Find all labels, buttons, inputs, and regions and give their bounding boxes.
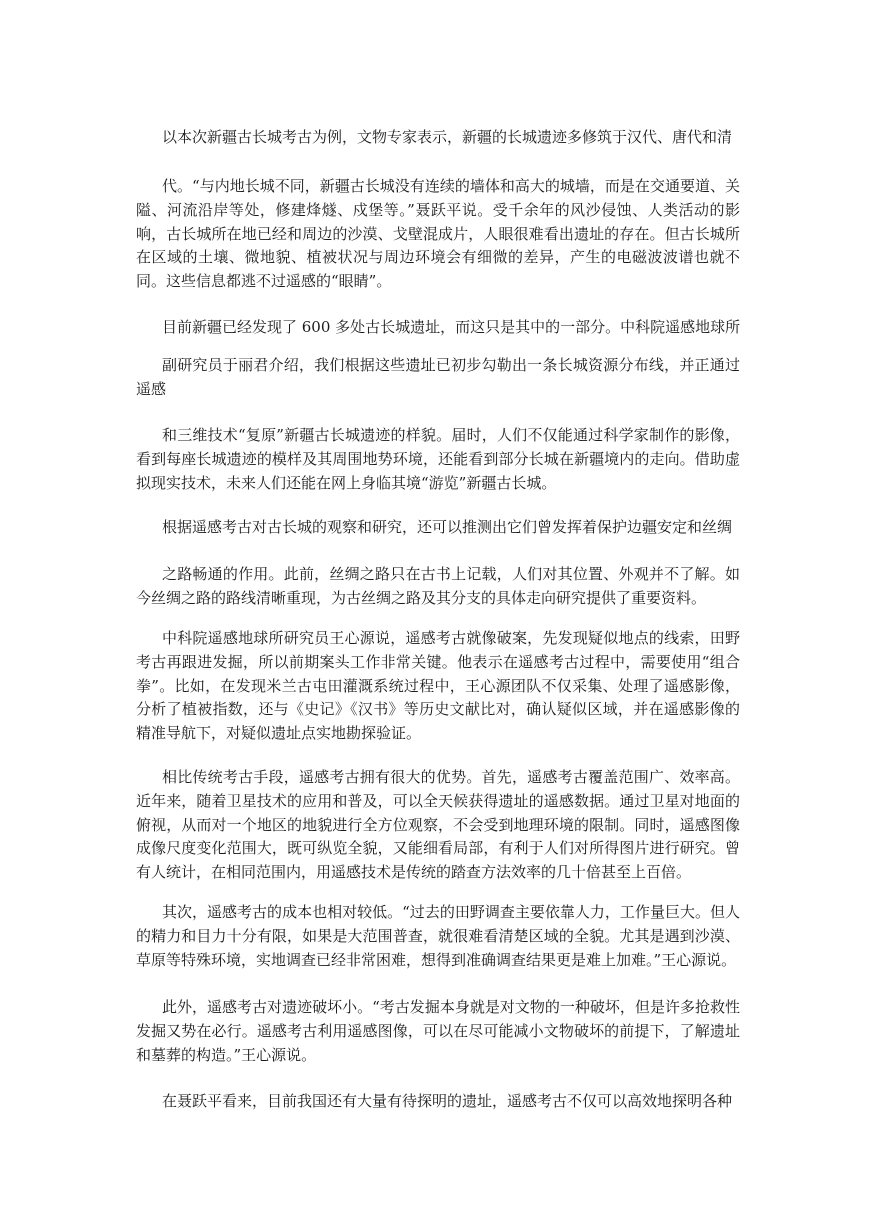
paragraph-4: 副研究员于丽君介绍，我们根据这些遗址已初步勾勒出一条长城资源分布线，并正通过遥感	[136, 356, 740, 398]
paragraph-9: 相比传统考古手段，遥感考古拥有很大的优势。首先，遥感考古覆盖范围广、效率高。近年来，随着卫星技术的应用和普及，可以全天候获得遗址的遥感数据。通过卫星对地面的俯视，从而对一个地区的地貌进行全方位观察，不会受到地理环境的限制。同时，遥感图像成像尺度变化范围大，既可纵览全貌，又能细看局部，有利于人们对所得图片进行研究。曾有人统计，在相同范围内，用遥感技术是传统的踏查方法效率的几十倍甚至上百倍。	[136, 768, 740, 882]
paragraph-12: 在聂跃平看来，目前我国还有大量有待探明的遗址，遥感考古不仅可以高效地探明各种	[162, 1092, 733, 1110]
paragraph-10: 其次，遥感考古的成本也相对较低。“过去的田野调查主要依靠人力，工作量巨大。但人的精力和目力十分有限，如果是大范围普查，就很难看清楚区域的全貌。尤其是遇到沙漠、草原等特殊环境，实地调查已经非常困难，想得到准确调查结果更是难上加难。”王心源说。	[136, 903, 740, 969]
paragraph-5: 和三维技术“复原”新疆古长城遗迹的样貌。届时，人们不仅能通过科学家制作的影像，看到每座长城遗迹的模样及其周围地势环境，还能看到部分长城在新疆境内的走向。借助虚拟现实技术，未来人们还能在网上身临其境“游览”新疆古长城。	[136, 426, 740, 492]
paragraph-3: 目前新疆已经发现了 600 多处古长城遗址，而这只是其中的一部分。中科院遥感地球所	[162, 318, 740, 336]
paragraph-7: 之路畅通的作用。此前，丝绸之路只在古书上记载，人们对其位置、外观并不了解。如今丝绸之路的路线清晰重现，为古丝绸之路及其分支的具体走向研究提供了重要资料。	[136, 565, 740, 607]
paragraph-1: 以本次新疆古长城考古为例，文物专家表示，新疆的长城遗迹多修筑于汉代、唐代和清	[162, 128, 733, 146]
paragraph-2: 代。“与内地长城不同，新疆古长城没有连续的墙体和高大的城墙，而是在交通要道、关隘、河流沿岸等处，修建烽燧、戍堡等。”聂跃平说。受千余年的风沙侵蚀、人类活动的影响，古长城所在地已经和周边的沙漠、戈壁混成片，人眼很难看出遗址的存在。但古长城所在区域的土壤、微地貌、植被状况与周边环境会有细微的差异，产生的电磁波波谱也就不同。这些信息都逃不过遥感的“眼睛”。	[136, 177, 740, 291]
paragraph-11: 此外，遥感考古对遗迹破坏小。“考古发掘本身就是对文物的一种破坏，但是许多抢救性发掘又势在必行。遥感考古利用遥感图像，可以在尽可能减小文物破坏的前提下，了解遗址和墓葬的构造。”王心源说。	[136, 998, 740, 1064]
paragraph-6: 根据遥感考古对古长城的观察和研究，还可以推测出它们曾发挥着保护边疆安定和丝绸	[162, 518, 733, 536]
paragraph-8: 中科院遥感地球所研究员王心源说，遥感考古就像破案，先发现疑似地点的线索，田野考古再跟进发掘，所以前期案头工作非常关键。他表示在遥感考古过程中，需要使用“组合拳”。比如，在发现米兰古屯田灌溉系统过程中，王心源团队不仅采集、处理了遥感影像，分析了植被指数，还与《史记》《汉书》等历史文献比对，确认疑似区域，并在遥感影像的精准导航下，对疑似遗址点实地勘探验证。	[136, 629, 740, 743]
